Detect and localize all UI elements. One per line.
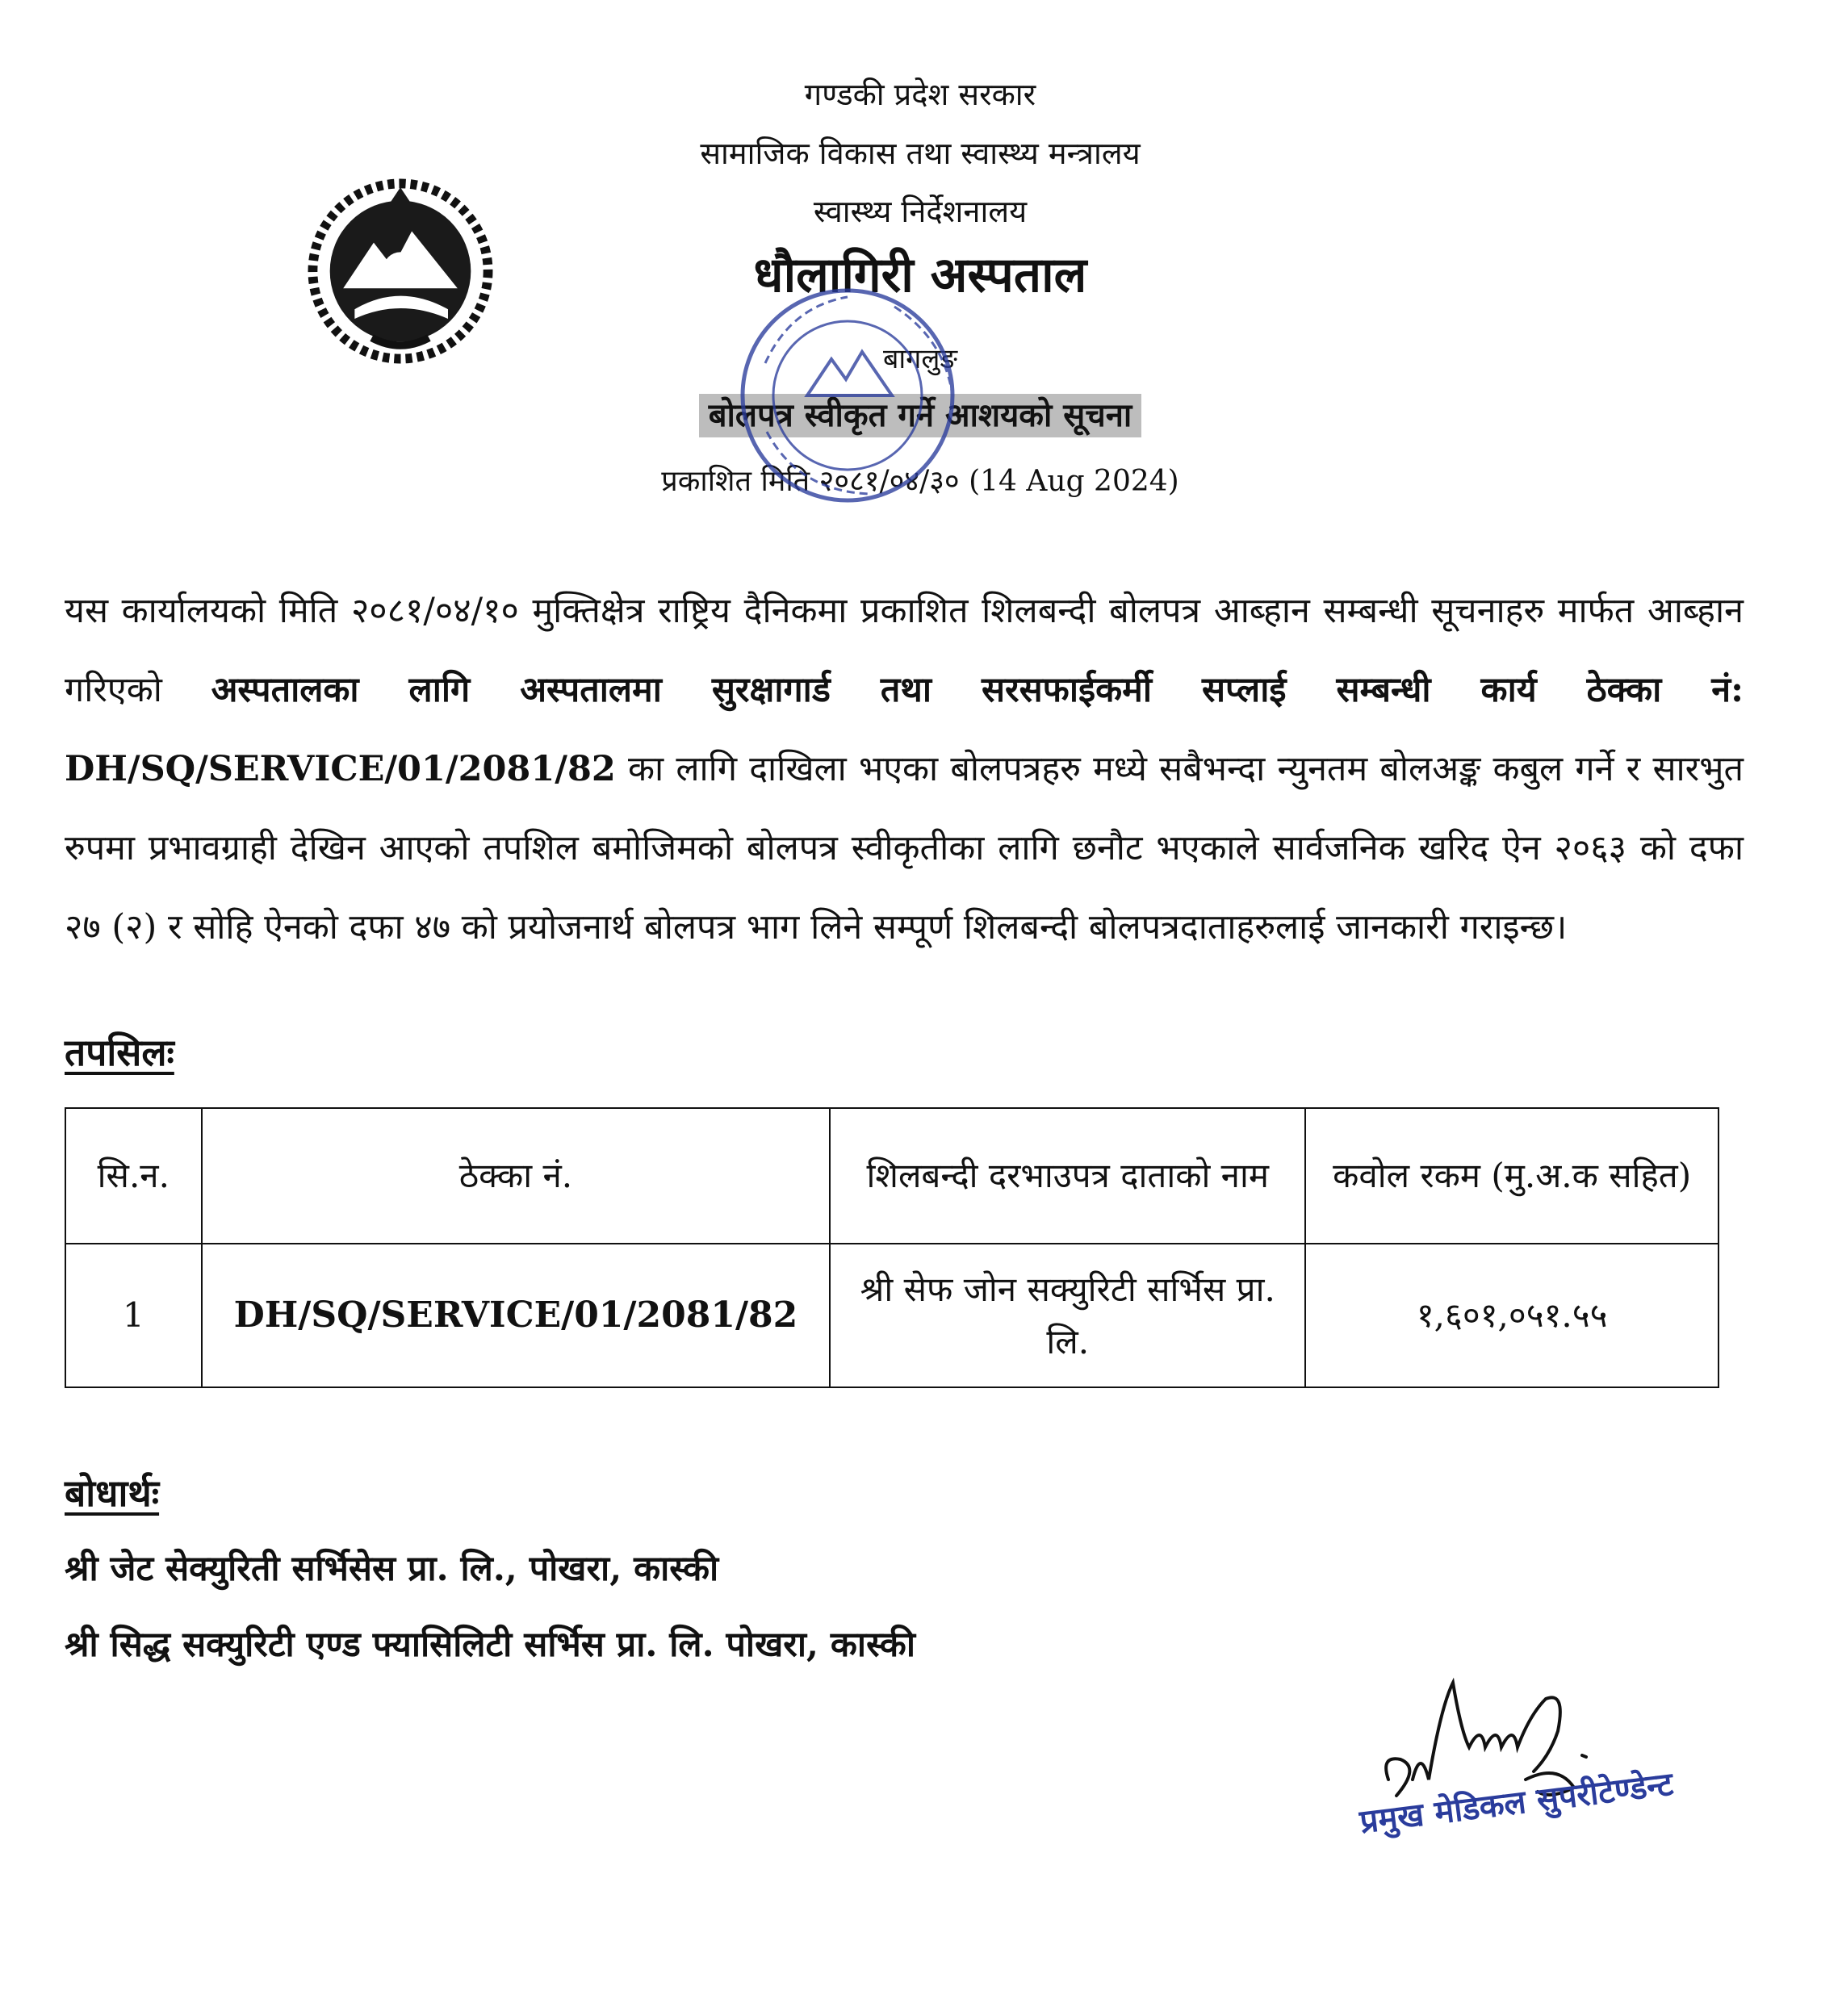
hospital-location: बागलुङ: [882, 343, 958, 375]
cc-recipient: श्री सिद्ध सक्युरिटी एण्ड फ्यासिलिटी सर्भिस प्रा. लि. पोखरा, कास्की: [65, 1625, 915, 1665]
header-amount: कवोल रकम (मु.अ.क सहित): [1305, 1108, 1719, 1244]
paragraph-part-2: का लागि दाखिला भएका बोलपत्रहरु मध्ये सबैभन्दा न्युनतम बोलअङ्क कबुल गर्ने र सारभुत रुपमा प्रभावग्राही देखिन आएको तपशिल बमोजिमको बोलपत्र स्वीकृतीका लागि छनौट भएकाले सार्वजनिक खरिद ऐन २०६३ को दफा २७ (२) र सोहि ऐनको दफा ४७ को प्रयोजनार्थ बोलपत्र भाग लिने सम्पूर्ण शिलबन्दी बोलपत्रदाताहरुलाई जानकारी गराइन्छ।: [65, 749, 1744, 947]
row-bidder: श्री सेफ जोन सक्युरिटी सर्भिस प्रा. लि.: [830, 1244, 1305, 1387]
header-sn: सि.न.: [65, 1108, 202, 1244]
ministry-line: सामाजिक विकास तथा स्वास्थ्य मन्त्रालय: [700, 136, 1141, 171]
cc-recipient: श्री जेट सेक्युरिती सर्भिसेस प्रा. लि., पोखरा, कास्की: [65, 1549, 719, 1589]
official-stamp-icon: [710, 274, 985, 517]
notice-title: बोलपत्र स्वीकृत गर्ने आशयको सूचना: [699, 394, 1142, 437]
row-sn: 1: [65, 1244, 202, 1387]
bid-table: [65, 1107, 1719, 1388]
directorate-line: स्वास्थ्य निर्देशनालय: [813, 194, 1028, 229]
paragraph-contract-bold: अस्पतालका लागि अस्पतालमा सुरक्षागार्ड तथा सरसफाईकर्मी सप्लाई सम्बन्धी कार्य ठेक्का नं: DH/SQ/SERVICE/01/2081/82: [65, 670, 1744, 789]
table-header-row: [65, 1108, 1719, 1244]
header-contract: ठेक्का नं.: [202, 1108, 831, 1244]
notice-paragraph: [65, 571, 1744, 967]
row-contract: DH/SQ/SERVICE/01/2081/82: [202, 1244, 831, 1387]
header-bidder: शिलबन्दी दरभाउपत्र दाताको नाम: [830, 1108, 1305, 1244]
province-government-line: गण्डकी प्रदेश सरकार: [804, 77, 1036, 112]
details-heading: तपसिलः: [65, 1031, 174, 1074]
cc-heading: बोधार्थः: [65, 1471, 160, 1515]
row-amount: १,६०१,०५१.५५: [1305, 1244, 1719, 1387]
published-date: प्रकाशित मिति २०८१/०४/३० (14 Aug 2024): [661, 465, 1179, 498]
table-row: [65, 1244, 1719, 1387]
signatory-title: प्रमुख मेडिकल सुपरीटेण्डेन्ट: [1358, 1764, 1676, 1842]
paragraph-part-1: यस कार्यालयको मिति २०८१/०४/१० मुक्तिक्षेत्र राष्ट्रिय दैनिकमा प्रकाशित शिलबन्दी बोलपत्र आब्हान सम्बन्धी सूचनाहरु मार्फत आब्हान गरिएको: [65, 591, 1744, 710]
hospital-name: धौलागिरी अस्पताल: [753, 247, 1087, 303]
